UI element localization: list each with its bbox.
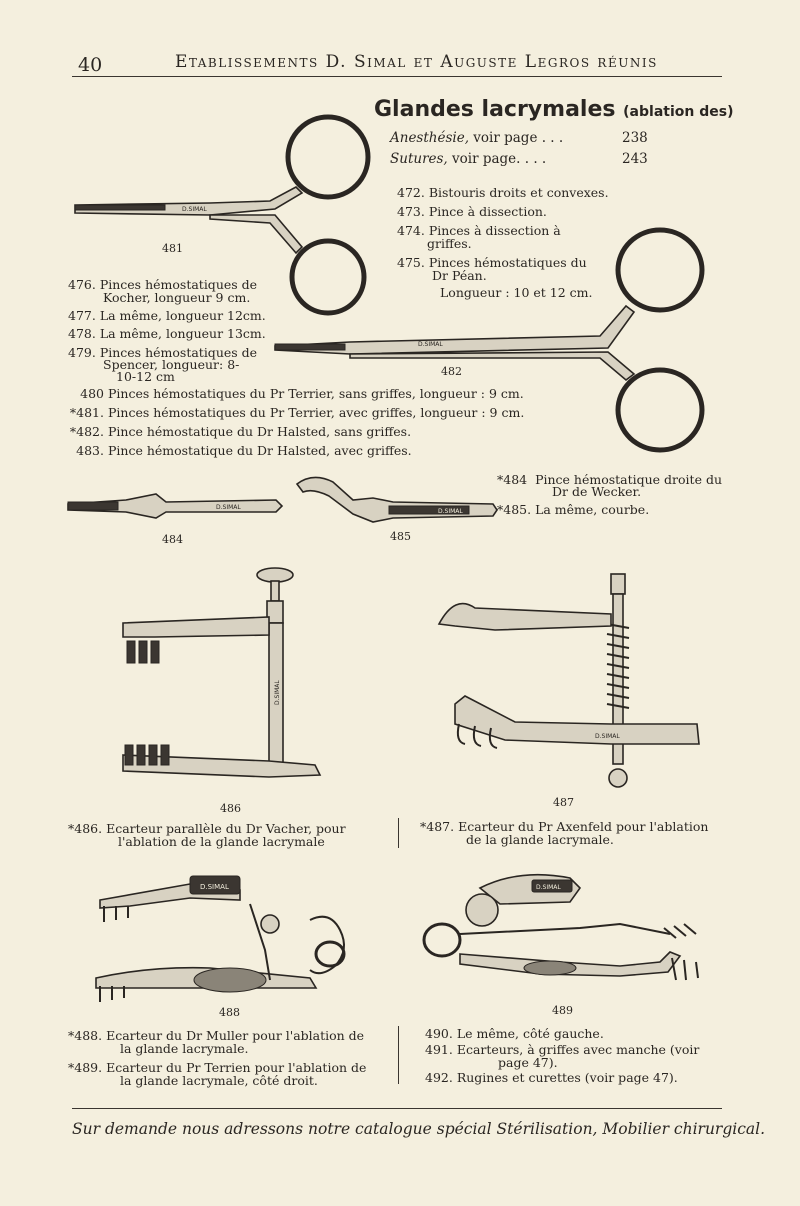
item-473: 473. Pince à dissection. xyxy=(397,204,547,219)
item-491: 491. Ecarteurs, à griffes avec manche (voir xyxy=(425,1042,700,1057)
page-number: 40 xyxy=(78,54,103,76)
caption-482: 482 xyxy=(441,365,462,378)
caption-486: 486 xyxy=(220,802,241,815)
item-491-cont: page 47). xyxy=(498,1055,558,1070)
engraving-482: D.SIMAL xyxy=(418,341,443,348)
engraving-489: D.SIMAL xyxy=(536,884,561,891)
running-header: Etablissements D. Simal et Auguste Legros réunis xyxy=(175,52,658,72)
item-490: 490. Le même, côté gauche. xyxy=(425,1026,604,1041)
item-475-length: Longueur : 10 et 12 cm. xyxy=(440,285,593,300)
caption-485: 485 xyxy=(390,530,411,543)
item-486-cont: l'ablation de la glande lacrymale xyxy=(118,834,325,849)
item-478: 478. La même, longueur 13cm. xyxy=(68,326,266,341)
forceps-485-illustration xyxy=(293,470,503,526)
item-484: *484 Pince hémostatique droite du xyxy=(497,472,723,487)
item-487: *487. Ecarteur du Pr Axenfeld pour l'ablation xyxy=(420,819,709,834)
header-rule xyxy=(72,76,722,77)
retractor-488-illustration xyxy=(90,870,360,1005)
item-484-cont: Dr de Wecker. xyxy=(552,484,642,499)
caption-484: 484 xyxy=(162,533,183,546)
item-474-cont: griffes. xyxy=(427,236,472,251)
item-489: *489. Ecarteur du Pr Terrien pour l'ablation de xyxy=(68,1060,367,1075)
engraving-485: D.SIMAL xyxy=(438,508,463,515)
item-482: *482. Pince hémostatique du Dr Halsted, sans griffes. xyxy=(69,424,412,439)
engraving-481: D.SIMAL xyxy=(182,206,207,213)
forceps-484-illustration xyxy=(66,490,286,524)
retractor-486-illustration xyxy=(115,565,330,790)
item-476-cont: Kocher, longueur 9 cm. xyxy=(103,290,251,305)
ref-anesthesie: Anesthésie, voir page . . . 238 xyxy=(390,130,648,146)
item-480: 480 Pinces hémostatiques du Pr Terrier, sans griffes, longueur : 9 cm. xyxy=(80,386,524,401)
engraving-484: D.SIMAL xyxy=(216,504,241,511)
item-472: 472. Bistouris droits et convexes. xyxy=(397,185,609,200)
ref-sutures: Sutures, voir page. . . . 243 xyxy=(390,151,648,167)
retractor-489-illustration xyxy=(420,868,720,998)
item-479-length: 10-12 cm xyxy=(116,369,175,384)
engraving-488: D.SIMAL xyxy=(200,883,229,891)
item-488: *488. Ecarteur du Dr Muller pour l'ablation de xyxy=(68,1028,365,1043)
footer-note: Sur demande nous adressons notre catalogue spécial Stérilisation, Mobilier chirurgical. xyxy=(72,1120,766,1138)
caption-489: 489 xyxy=(552,1004,573,1017)
forceps-482-illustration xyxy=(270,222,720,457)
item-492: 492. Rugines et curettes (voir page 47). xyxy=(425,1070,678,1085)
footer-rule xyxy=(72,1108,722,1109)
engraving-486: D.SIMAL xyxy=(274,680,281,705)
column-divider-2 xyxy=(398,1026,399,1084)
item-479: 479. Pinces hémostatiques de xyxy=(68,345,258,360)
item-485: *485. La même, courbe. xyxy=(497,502,650,517)
engraving-487: D.SIMAL xyxy=(595,733,620,740)
item-479-cont: Spencer, longueur: 8- xyxy=(103,357,240,372)
item-476: 476. Pinces hémostatiques de xyxy=(68,277,258,292)
item-487-cont: de la glande lacrymale. xyxy=(466,832,614,847)
item-475: 475. Pinces hémostatiques du xyxy=(397,255,587,270)
retractor-487-illustration xyxy=(435,574,705,794)
item-475-cont: Dr Péan. xyxy=(432,268,487,283)
caption-481: 481 xyxy=(162,242,183,255)
column-divider-1 xyxy=(398,818,399,848)
item-486: *486. Ecarteur parallèle du Dr Vacher, pour xyxy=(68,821,346,836)
caption-488: 488 xyxy=(219,1006,240,1019)
section-title-sub: (ablation des) xyxy=(623,104,734,120)
section-title-main: Glandes lacrymales xyxy=(374,97,616,122)
item-474: 474. Pinces à dissection à xyxy=(397,223,561,238)
item-483: 483. Pince hémostatique du Dr Halsted, avec griffes. xyxy=(76,443,412,458)
item-488-cont: la glande lacrymale. xyxy=(120,1041,249,1056)
section-title xyxy=(374,97,733,122)
item-477: 477. La même, longueur 12cm. xyxy=(68,308,266,323)
item-481: *481. Pinces hémostatiques du Pr Terrier, avec griffes, longueur : 9 cm. xyxy=(69,405,525,420)
item-489-cont: la glande lacrymale, côté droit. xyxy=(120,1073,318,1088)
caption-487: 487 xyxy=(553,796,574,809)
